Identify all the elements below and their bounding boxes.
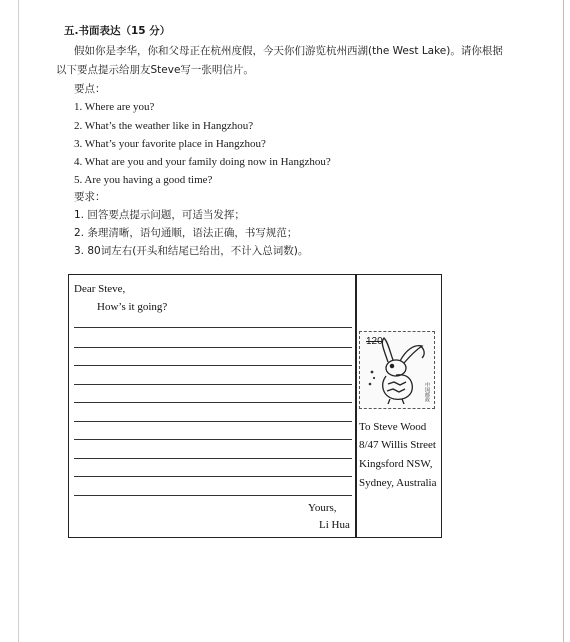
- page-left-edge: [18, 0, 19, 642]
- address-line: 8/47 Willis Street: [359, 439, 436, 451]
- point-item: 3. What’s your favorite place in Hangzhou?: [74, 138, 266, 150]
- point-item: 2. What’s the weather like in Hangzhou?: [74, 120, 254, 132]
- postcard-closing: Yours,: [308, 502, 337, 514]
- postcard: [68, 274, 442, 538]
- writing-line: [74, 458, 352, 459]
- postcard-signature: Li Hua: [319, 519, 350, 531]
- points-label: 要点：: [74, 83, 106, 95]
- point-item: 5. Are you having a good time?: [74, 174, 213, 186]
- writing-line: [74, 384, 352, 385]
- writing-line: [74, 365, 352, 366]
- postcard-divider: [355, 275, 357, 537]
- address-line: Kingsford NSW,: [359, 458, 433, 470]
- address-line: To Steve Wood: [359, 421, 427, 433]
- section-title: 五.书面表达（15 分）: [64, 25, 171, 37]
- requirement-item: 1. 回答要点提示问题，可适当发挥；: [74, 209, 245, 221]
- writing-line: [74, 327, 352, 328]
- writing-line: [74, 495, 352, 496]
- page-right-edge: [563, 0, 564, 642]
- writing-line: [74, 347, 352, 348]
- postage-stamp: [359, 331, 435, 409]
- prompt-line-1: 假如你是李华，你和父母正在杭州度假，今天你们游览杭州西湖(the West Lake)。请你根据: [74, 45, 503, 57]
- writing-line: [74, 476, 352, 477]
- requirements-label: 要求：: [74, 191, 106, 203]
- writing-line: [74, 439, 352, 440]
- stamp-caption: 中国邮政: [424, 382, 430, 402]
- writing-line: [74, 421, 352, 422]
- rabbit-icon: [360, 332, 436, 410]
- requirement-item: 2. 条理清晰，语句通顺，语法正确，书写规范；: [74, 227, 298, 239]
- requirement-item: 3. 80词左右(开头和结尾已给出，不计入总词数)。: [74, 245, 309, 257]
- postcard-greeting: Dear Steve,: [74, 283, 126, 295]
- address-line: Sydney, Australia: [359, 477, 437, 489]
- point-item: 4. What are you and your family doing now in Hangzhou?: [74, 156, 331, 168]
- stamp-value: 120: [366, 336, 383, 347]
- point-item: 1. Where are you?: [74, 101, 155, 113]
- writing-line: [74, 402, 352, 403]
- prompt-line-2: 以下要点提示给朋友Steve写一张明信片。: [56, 64, 254, 76]
- postcard-opening: How’s it going?: [97, 301, 168, 313]
